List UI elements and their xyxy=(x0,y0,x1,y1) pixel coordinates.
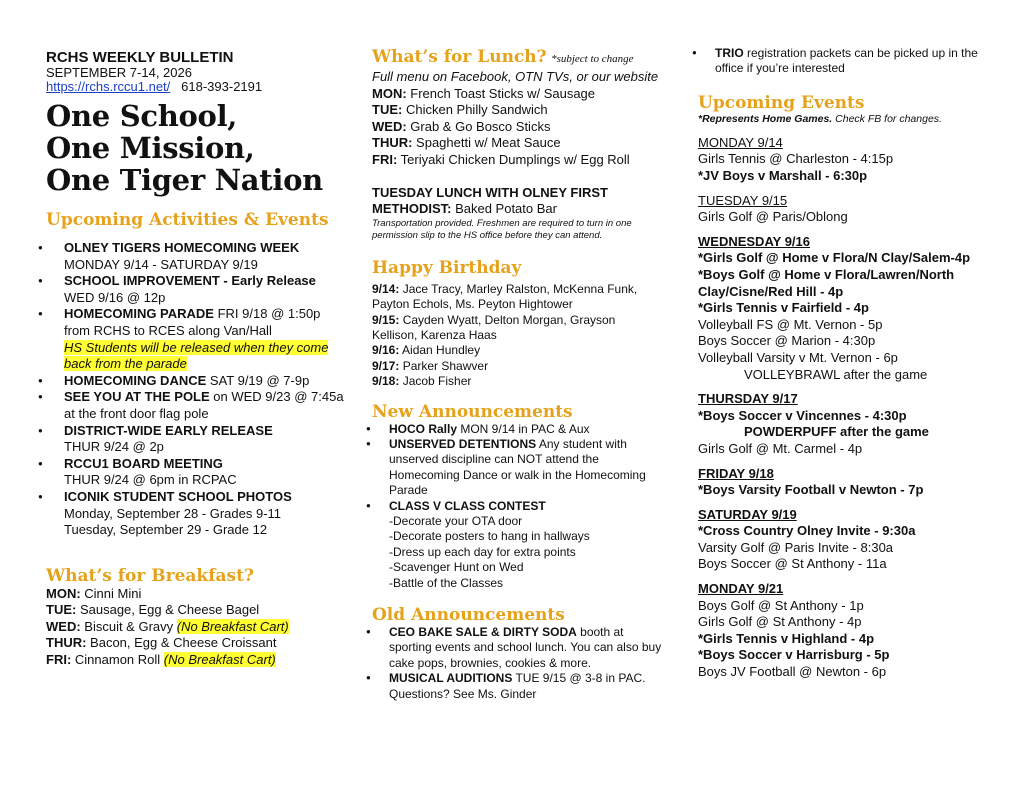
day-heading: WEDNESDAY 9/16 xyxy=(698,233,810,249)
list-item: ● HOMECOMING DANCE SAT 9/19 @ 7-9p xyxy=(46,373,346,390)
event-item: Varsity Golf @ Paris Invite - 8:30a xyxy=(698,539,894,555)
methodist-lunch: TUESDAY LUNCH WITH OLNEY FIRST METHODIST: Baked Potato Bar xyxy=(372,184,608,217)
new-announcements-list xyxy=(372,422,662,591)
breakfast-menu xyxy=(46,586,346,669)
event-item: *Girls Tennis v Highland - 4p xyxy=(698,630,875,646)
event-day xyxy=(698,234,998,383)
motto xyxy=(46,100,346,196)
event-item: *Cross Country Olney Invite - 9:30a xyxy=(698,523,916,539)
lunch-row: THUR: Spaghetti w/ Meat Sauce xyxy=(372,135,561,151)
event-day xyxy=(698,193,998,226)
day-heading: MONDAY 9/14 xyxy=(698,134,783,150)
event-item: *JV Boys v Marshall - 6:30p xyxy=(698,168,868,183)
event-item: Boys Golf @ St Anthony - 1p xyxy=(698,597,864,613)
event-item: Girls Tennis @ Charleston - 4:15p xyxy=(698,151,894,167)
list-item: ● RCCU1 BOARD MEETING THUR 9/24 @ 6pm in RCPAC xyxy=(46,456,346,489)
event-item: Girls Golf @ Mt. Carmel - 4p xyxy=(698,440,863,456)
day-heading: MONDAY 9/21 xyxy=(698,581,784,597)
lunch-heading: What’s for Lunch? xyxy=(372,47,547,67)
bulletin-date: SEPTEMBER 7-14, 2026 xyxy=(46,65,192,80)
breakfast-row: MON: Cinni Mini xyxy=(46,585,142,601)
event-item: *Girls Golf @ Home v Flora/N Clay/Salem-4p xyxy=(698,250,971,266)
event-item: POWDERPUFF after the game xyxy=(744,424,929,440)
lunch-row: TUE: Chicken Philly Sandwich xyxy=(372,102,548,118)
day-heading: SATURDAY 9/19 xyxy=(698,506,797,522)
list-item: 9/15: Cayden Wyatt, Delton Morgan, Grayson Kellison, Karenza Haas xyxy=(372,312,616,342)
breakfast-row: TUE: Sausage, Egg & Cheese Bagel xyxy=(46,602,260,618)
list-item: ● CLASS V CLASS CONTEST -Decorate your OTA door -Decorate posters to hang in hallways -Dress up each day for extra points -Scavenger Hunt on Wed -Battle of the Classes xyxy=(372,499,662,591)
column-middle xyxy=(372,0,662,702)
new-announcements-heading: New Announcements xyxy=(372,401,573,422)
lunch-subline: Full menu on Facebook, OTN TVs, or our website xyxy=(372,69,659,84)
event-day xyxy=(698,507,998,573)
bulletin-title: RCHS WEEKLY BULLETIN xyxy=(46,49,234,66)
day-heading: FRIDAY 9/18 xyxy=(698,465,774,481)
event-item: Boys Soccer @ Marion - 4:30p xyxy=(698,333,876,349)
event-item: Girls Golf @ St Anthony - 4p xyxy=(698,614,862,630)
event-item: Boys Soccer @ St Anthony - 11a xyxy=(698,556,887,572)
birthday-heading: Happy Birthday xyxy=(372,257,522,278)
lunch-heading-line xyxy=(372,47,662,69)
bulletin-header xyxy=(46,49,346,94)
event-item: Boys JV Football @ Newton - 6p xyxy=(698,664,887,680)
list-item: ● OLNEY TIGERS HOMECOMING WEEK MONDAY 9/14 - SATURDAY 9/19 xyxy=(46,240,346,273)
list-item: 9/16: Aidan Hundley xyxy=(372,343,481,358)
event-item: *Boys Soccer v Harrisburg - 5p xyxy=(698,647,890,663)
birthday-list xyxy=(372,282,662,390)
list-item: ● SEE YOU AT THE POLE on WED 9/23 @ 7:45a at the front door flag pole xyxy=(46,389,346,422)
event-item: Volleyball Varsity v Mt. Vernon - 6p xyxy=(698,349,898,365)
list-item: ● ICONIK STUDENT SCHOOL PHOTOS Monday, September 28 - Grades 9-11 Tuesday, September 29 - Grade 12 xyxy=(46,489,346,539)
list-item: 9/18: Jacob Fisher xyxy=(372,374,472,389)
column-right xyxy=(698,0,998,681)
motto-line-2: One Mission, xyxy=(46,131,255,165)
parade-note: HS Students will be released when they come back from the parade xyxy=(64,339,329,372)
motto-line-1: One School, xyxy=(46,99,238,133)
lunch-row: FRI: Teriyaki Chicken Dumplings w/ Egg Roll xyxy=(372,151,630,167)
breakfast-heading: What’s for Breakfast? xyxy=(46,565,254,586)
website-link[interactable]: https://rchs.rccu1.net/ xyxy=(46,79,171,94)
events-schedule xyxy=(698,135,998,681)
day-heading: TUESDAY 9/15 xyxy=(698,192,788,208)
list-item: ● UNSERVED DETENTIONS Any student with unserved discipline can NOT attend the Homecoming Dance or walk in the Homecoming Parade xyxy=(372,437,662,499)
event-item: *Boys Varsity Football v Newton - 7p xyxy=(698,482,924,498)
lunch-menu xyxy=(372,86,662,169)
lunch-note: *subject to change xyxy=(551,53,634,65)
breakfast-row: WED: Biscuit & Gravy (No Breakfast Cart) xyxy=(46,618,289,634)
phone-spacer xyxy=(174,79,178,94)
motto-line-3: One Tiger Nation xyxy=(46,163,323,197)
list-item: 9/17: Parker Shawver xyxy=(372,358,489,373)
lunch-row: MON: French Toast Sticks w/ Sausage xyxy=(372,85,596,101)
list-item: ● DISTRICT-WIDE EARLY RELEASE THUR 9/24 @ 2p xyxy=(46,423,346,456)
phone-number: 618-393-2191 xyxy=(181,79,263,94)
event-day xyxy=(698,391,998,457)
no-cart-note: (No Breakfast Cart) xyxy=(163,652,276,668)
breakfast-row: FRI: Cinnamon Roll (No Breakfast Cart) xyxy=(46,652,276,668)
methodist-note: Transportation provided. Freshmen are required to turn in one permission slip to the HS office before they can attend. xyxy=(372,217,632,241)
event-item: *Girls Tennis v Fairfield - 4p xyxy=(698,300,869,316)
contact-line xyxy=(46,80,346,94)
lunch-row: WED: Grab & Go Bosco Sticks xyxy=(372,118,551,134)
list-item: ● MUSICAL AUDITIONS TUE 9/15 @ 3-8 in PAC. Questions? See Ms. Ginder xyxy=(372,671,662,702)
list-item: ● HOCO Rally MON 9/14 in PAC & Aux xyxy=(372,422,662,437)
event-day xyxy=(698,581,998,681)
events-note: *Represents Home Games. Check FB for changes. xyxy=(698,112,942,125)
breakfast-row: THUR: Bacon, Egg & Cheese Croissant xyxy=(46,635,277,651)
event-day xyxy=(698,466,998,499)
list-item: ● CEO BAKE SALE & DIRTY SODA booth at sporting events and school lunch. You can also buy cake pops, brownies, cookies & more. xyxy=(372,625,662,671)
no-cart-note: (No Breakfast Cart) xyxy=(176,618,289,634)
events-heading: Upcoming Events xyxy=(698,92,865,113)
day-heading: THURSDAY 9/17 xyxy=(698,391,798,407)
list-item: 9/14: Jace Tracy, Marley Ralston, McKenna Funk, Payton Echols, Ms. Peyton Hightower xyxy=(372,281,638,312)
event-item: Girls Golf @ Paris/Oblong xyxy=(698,209,848,225)
event-item: *Boys Soccer v Vincennes - 4:30p xyxy=(698,407,907,423)
activities-heading: Upcoming Activities & Events xyxy=(46,210,329,230)
old-announcements-heading: Old Announcements xyxy=(372,605,565,626)
list-item: ● TRIO registration packets can be picked up in the office if you’re interested xyxy=(698,46,998,77)
activities-list xyxy=(46,240,346,539)
event-day xyxy=(698,135,998,185)
list-item: ● SCHOOL IMPROVEMENT - Early Release WED 9/16 @ 12p xyxy=(46,273,346,306)
event-item: Volleyball FS @ Mt. Vernon - 5p xyxy=(698,316,883,332)
list-item: ● HOMECOMING PARADE FRI 9/18 @ 1:50p from RCHS to RCES along Van/Hall HS Students will be released when they come back from the parade xyxy=(46,306,346,372)
column-left xyxy=(46,0,346,669)
event-item: VOLLEYBRAWL after the game xyxy=(744,366,928,382)
event-item: *Boys Golf @ Home v Flora/Lawren/North Clay/Cisne/Red Hill - 4p xyxy=(698,266,955,299)
old-announcements-list xyxy=(372,625,662,702)
trio-list xyxy=(698,46,998,77)
